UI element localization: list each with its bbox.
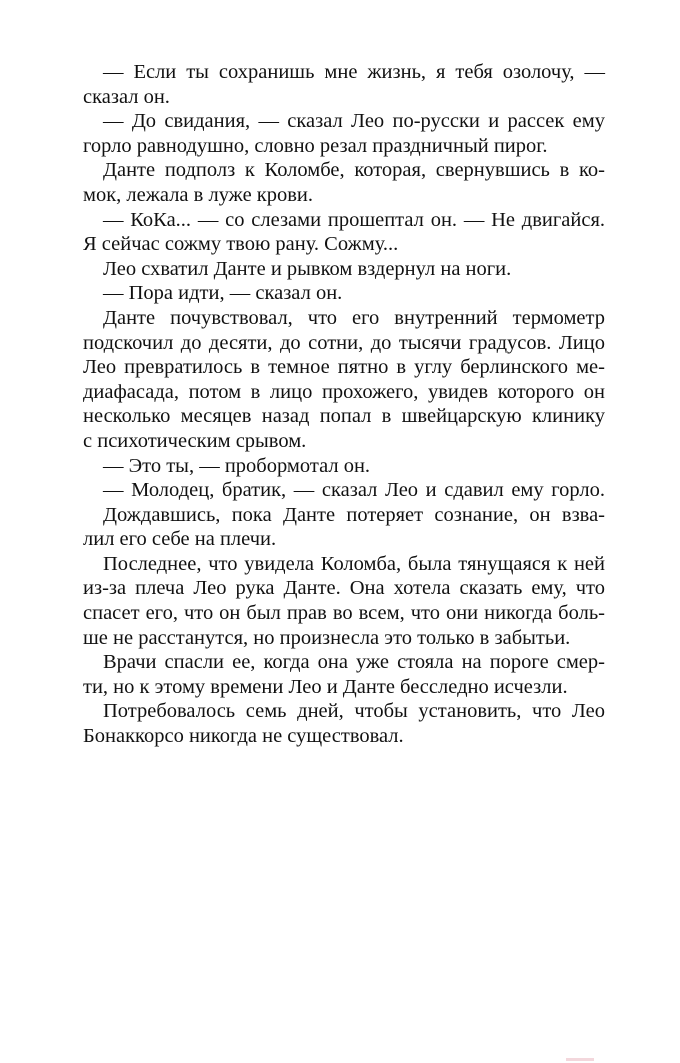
- paragraph: [83, 650, 605, 699]
- paragraph: [83, 109, 605, 158]
- text-line: — Молодец, братик, — сказал Лео и сдавил ему горло.: [103, 479, 605, 502]
- paragraph: [83, 552, 605, 650]
- paragraph: [83, 306, 605, 454]
- paragraph: [83, 503, 605, 552]
- paragraph: [83, 208, 605, 257]
- text-line: — Пора идти, — сказал он.: [103, 282, 343, 305]
- text-line: Последнее, что увидела Коломба, была тянущаяся к ней: [103, 552, 605, 575]
- text-line: спасет его, что он был прав во всем, что они никогда боль-: [83, 602, 605, 625]
- paragraph: [83, 158, 605, 207]
- text-line: диафасада, потом в лицо прохожего, увидев которого он: [83, 380, 605, 403]
- text-line: несколько месяцев назад попал в швейцарскую клинику: [83, 405, 605, 428]
- text-line: — КоКа... — со слезами прошептал он. — Не двигайся.: [103, 208, 605, 231]
- body-text: [83, 60, 605, 749]
- paragraph: [83, 60, 605, 109]
- text-line: Дождавшись, пока Данте потеряет сознание, он взва-: [103, 503, 605, 526]
- text-line: — До свидания, — сказал Лео по-русски и рассек ему: [103, 110, 605, 133]
- text-line: сказал он.: [83, 85, 170, 108]
- corner-mark: [566, 1058, 594, 1061]
- text-line: Бонаккорсо никогда не существовал.: [83, 725, 404, 748]
- text-line: Я сейчас сожму твою рану. Сожму...: [83, 233, 399, 256]
- text-line: ти, но к этому времени Лео и Данте бесследно исчезли.: [83, 675, 568, 698]
- paragraph: [83, 281, 605, 306]
- text-line: с психотическим срывом.: [83, 429, 307, 452]
- text-line: мок, лежала в луже крови.: [83, 183, 314, 206]
- text-line: Данте почувствовал, что его внутренний термометр: [103, 306, 605, 329]
- paragraph: [83, 699, 605, 748]
- text-line: — Если ты сохранишь мне жизнь, я тебя озолочу, —: [103, 61, 605, 83]
- paragraph: [83, 478, 605, 503]
- text-line: Врачи спасли ее, когда она уже стояла на пороге смер-: [103, 651, 605, 674]
- text-line: лил его себе на плечи.: [83, 528, 277, 551]
- text-line: ше не расстанутся, но произнесла это только в забытьи.: [83, 626, 571, 649]
- text-line: Данте подполз к Коломбе, которая, свернувшись в ко-: [103, 159, 605, 182]
- text-line: из-за плеча Лео рука Данте. Она хотела сказать ему, что: [83, 577, 605, 600]
- paragraph: [83, 257, 605, 282]
- paragraph: [83, 454, 605, 479]
- text-line: подскочил до десяти, до сотни, до тысячи градусов. Лицо: [83, 331, 605, 354]
- text-line: Потребовалось семь дней, чтобы установить, что Лео: [103, 700, 605, 723]
- text-line: — Это ты, — пробормотал он.: [103, 454, 371, 477]
- text-line: горло равнодушно, словно резал праздничный пирог.: [83, 134, 548, 157]
- text-line: Лео схватил Данте и рывком вздернул на ноги.: [103, 257, 512, 280]
- text-line: Лео превратилось в темное пятно в углу берлинского ме-: [83, 356, 605, 379]
